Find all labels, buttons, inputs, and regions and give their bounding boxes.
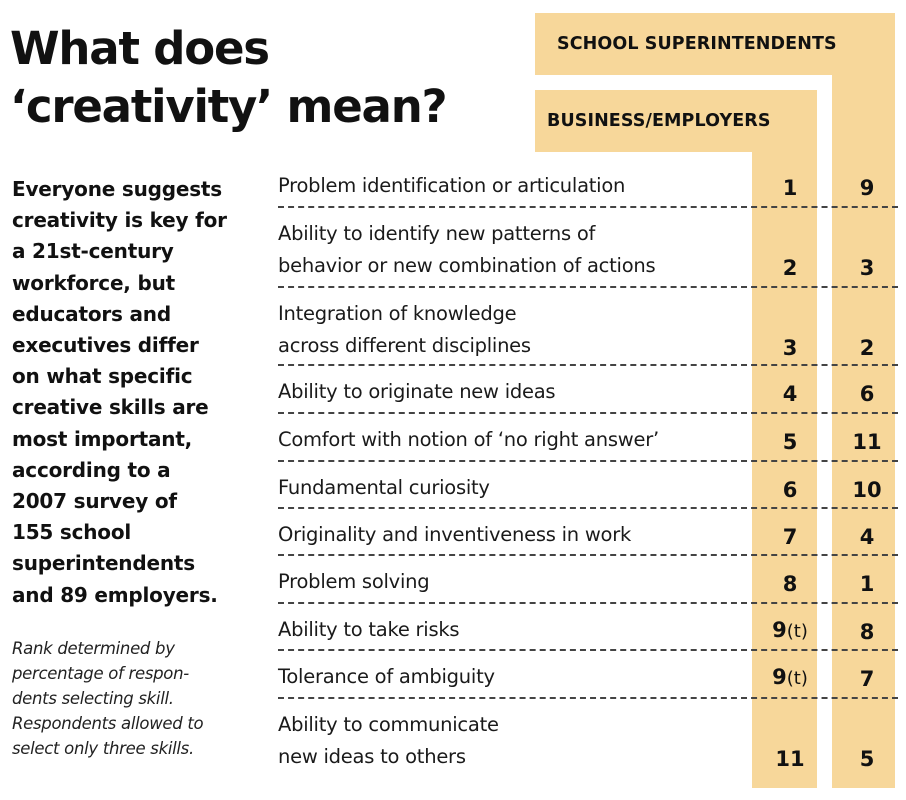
- row-divider: [278, 460, 898, 462]
- row-divider: [278, 649, 898, 651]
- row-divider: [278, 554, 898, 556]
- superintendents-rank: 11: [852, 430, 882, 454]
- business-rank: [752, 248, 828, 288]
- skill-label-line: Originality and inventiveness in work: [278, 523, 632, 546]
- intro-line: creative skills are: [12, 395, 209, 420]
- table-row: [278, 661, 898, 699]
- infographic-title: [10, 20, 480, 136]
- skill-label-line: Problem solving: [278, 570, 430, 593]
- row-divider: [278, 602, 898, 604]
- table-row: [278, 424, 898, 462]
- table-row: [278, 519, 898, 557]
- intro-line: superintendents: [12, 551, 195, 576]
- row-divider: [278, 507, 898, 509]
- business-rank: [752, 470, 828, 510]
- intro-line: and 89 employers.: [12, 582, 218, 607]
- business-rank: [752, 374, 828, 414]
- skill-label: [278, 170, 748, 202]
- table-row: [278, 376, 898, 414]
- intro-line: creativity is key for: [12, 208, 227, 233]
- business-rank-value: 3: [782, 336, 798, 360]
- skill-label: [278, 424, 748, 456]
- table-row: [278, 170, 898, 208]
- intro-line: most important,: [12, 426, 193, 451]
- row-divider: [278, 364, 898, 366]
- skill-label-line: behavior or new combination of actions: [278, 253, 656, 277]
- business-rank: [752, 168, 828, 208]
- business-rank: [752, 739, 828, 779]
- title-line-1: What does: [10, 22, 269, 75]
- business-rank-value: 1: [782, 176, 798, 200]
- intro-line: on what specific: [12, 364, 193, 389]
- table-row: [278, 566, 898, 604]
- methodology-note: [12, 636, 262, 761]
- superintendents-rank: 6: [859, 382, 875, 406]
- superintendents-rank: 8: [859, 620, 875, 644]
- row-divider: [278, 206, 898, 208]
- skill-label-line: Ability to communicate: [278, 713, 499, 736]
- intro-line: 2007 survey of: [12, 489, 177, 514]
- business-rank-value: 9: [772, 665, 787, 689]
- table-row: [278, 298, 898, 368]
- superintendents-rank: 7: [859, 667, 875, 691]
- skill-label-line: new ideas to others: [278, 744, 466, 768]
- skill-label-line: Ability to take risks: [278, 618, 460, 641]
- skill-label: [278, 614, 748, 646]
- business-rank-value: 8: [782, 572, 798, 596]
- superintendents-rank: 10: [852, 478, 882, 502]
- superintendents-rank: 1: [859, 572, 875, 596]
- business-rank: [752, 517, 828, 557]
- note-line: Respondents allowed to: [12, 714, 204, 733]
- skill-label: [278, 298, 748, 361]
- skill-label-line: Ability to identify new patterns of: [278, 222, 596, 245]
- skill-label-line: Comfort with notion of ‘no right answer’: [278, 428, 659, 451]
- note-line: select only three skills.: [12, 739, 194, 758]
- intro-line: Everyone suggests: [12, 177, 222, 201]
- row-divider: [278, 412, 898, 414]
- business-rank: [752, 657, 828, 699]
- business-rank: [752, 610, 828, 652]
- intro-text: [12, 174, 262, 611]
- intro-line: workforce, but: [12, 270, 175, 295]
- business-rank-value: 4: [782, 382, 798, 406]
- intro-line: educators and: [12, 301, 171, 326]
- skill-label: [278, 218, 748, 281]
- business-rank-value: 6: [782, 478, 798, 502]
- skill-label: [278, 376, 748, 408]
- title-line-2: ‘creativity’ mean?: [10, 80, 447, 133]
- note-line: Rank determined by: [12, 639, 175, 658]
- skill-label: [278, 519, 748, 551]
- intro-line: a 21st-century: [12, 239, 174, 264]
- business-rank: [752, 564, 828, 604]
- business-rank-value: 2: [782, 256, 798, 280]
- table-row: [278, 614, 898, 652]
- skill-label-line: Problem identification or articulation: [278, 174, 626, 197]
- intro-line: according to a: [12, 457, 171, 482]
- superintendents-rank: 5: [859, 747, 875, 771]
- superintendents-rank: 9: [859, 176, 875, 200]
- skill-label: [278, 472, 748, 504]
- skill-label-line: Ability to originate new ideas: [278, 380, 556, 403]
- skill-label-line: Fundamental curiosity: [278, 476, 490, 499]
- row-divider: [278, 697, 898, 699]
- business-column-header: BUSINESS/EMPLOYERS: [547, 111, 771, 131]
- superintendents-rank: 2: [859, 336, 875, 360]
- skill-label-line: Tolerance of ambiguity: [278, 665, 495, 688]
- skill-label: [278, 661, 748, 693]
- skill-label-line: across different disciplines: [278, 333, 531, 357]
- tie-marker: (t): [786, 621, 808, 642]
- business-rank-value: 7: [782, 525, 798, 549]
- superintendents-column-header: SCHOOL SUPERINTENDENTS: [557, 34, 837, 54]
- note-line: percentage of respon-: [12, 664, 189, 683]
- tie-marker: (t): [786, 668, 808, 689]
- skill-label: [278, 566, 748, 598]
- table-row: [278, 218, 898, 288]
- business-rank-value: 5: [782, 430, 798, 454]
- row-divider: [278, 286, 898, 288]
- intro-line: executives differ: [12, 333, 199, 358]
- table-row: [278, 709, 898, 779]
- note-line: dents selecting skill.: [12, 689, 174, 708]
- business-rank-value: 11: [775, 747, 805, 771]
- business-rank: [752, 422, 828, 462]
- skill-label-line: Integration of knowledge: [278, 302, 517, 325]
- intro-line: 155 school: [12, 520, 132, 545]
- skill-label: [278, 709, 748, 772]
- superintendents-rank: 3: [859, 256, 875, 280]
- business-rank: [752, 328, 828, 368]
- business-rank-value: 9: [772, 618, 787, 642]
- superintendents-rank: 4: [859, 525, 875, 549]
- table-row: [278, 472, 898, 510]
